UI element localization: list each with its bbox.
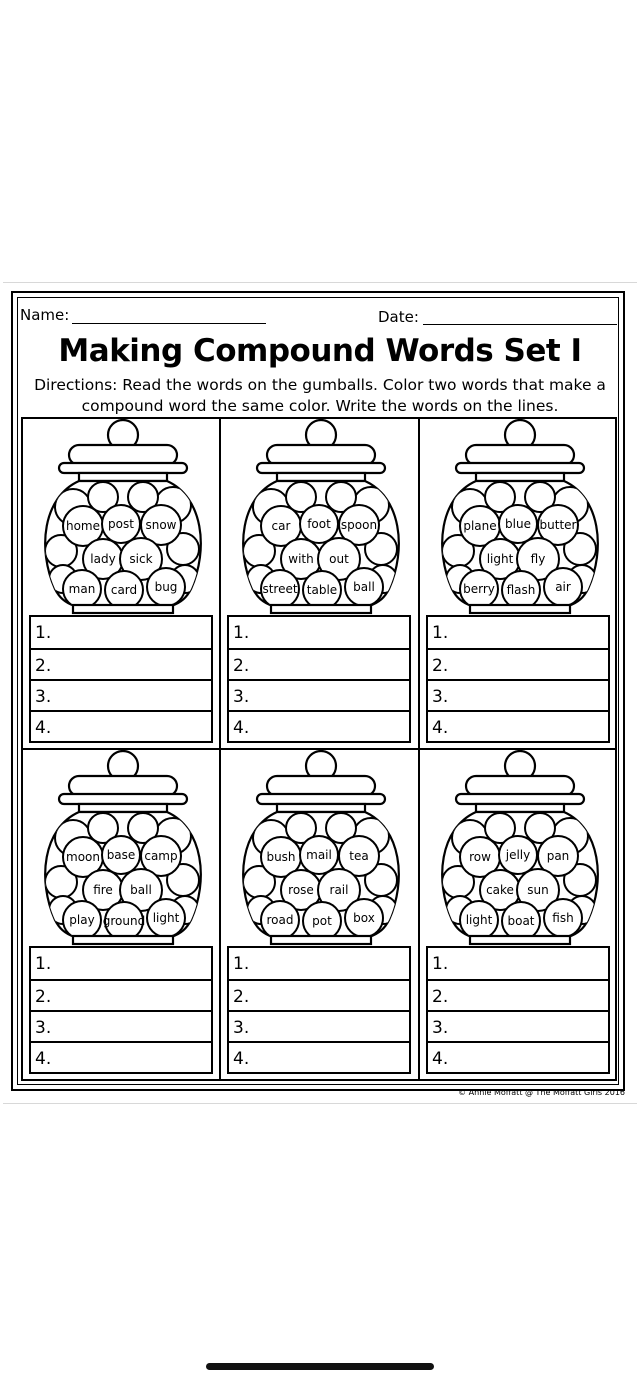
answer-line-number: 1. [233,954,250,974]
answer-line[interactable] [31,617,211,649]
lid-rim [59,463,187,473]
gumball-word: moon [66,850,100,864]
answer-lines [227,615,411,743]
gumball-word: pot [312,914,332,928]
gumball-jar-icon [430,750,610,946]
gumball-word: card [110,583,138,597]
answer-line[interactable] [229,679,409,711]
answer-line-number: 1. [432,623,449,643]
gumball-word: blue [505,517,531,531]
answer-line-number: 2. [233,987,250,1007]
gumball-word: home [65,519,101,533]
jar-neck [476,473,564,481]
gumball-word: ball [353,580,375,594]
jar-neck [79,804,167,812]
gumball-word: bug [154,580,178,594]
jar-base [271,936,371,944]
answer-lines [426,615,610,743]
date-line[interactable] [423,324,617,325]
gumball-word: bush [266,850,296,864]
answer-line[interactable] [428,617,608,649]
jar-cell [420,419,618,749]
gumball-word: spoon [340,518,378,532]
answer-line[interactable] [31,1041,211,1073]
answer-line[interactable] [428,710,608,742]
answer-line-number: 4. [35,1049,52,1069]
gumball-word: butter [539,518,577,532]
gumball-word: light [486,552,514,566]
answer-line-number: 1. [432,954,449,974]
answer-line-number: 4. [35,718,52,738]
gumball-word: box [353,911,375,925]
answer-line-number: 1. [35,954,52,974]
gumball-word: snow [145,518,177,532]
jar-grid [21,417,617,1081]
top-blank-area [0,0,640,282]
answer-line[interactable] [229,979,409,1011]
jar-neck [277,804,365,812]
answer-lines [426,946,610,1074]
gumball-word: rose [288,883,314,897]
copyright-text: © Annie Moffatt @ The Moffatt Girls 2016 [458,1088,625,1097]
answer-line[interactable] [31,1010,211,1042]
answer-line-number: 1. [35,623,52,643]
answer-line[interactable] [229,948,409,980]
gumball-jar-icon [33,750,213,946]
gumball-word: man [68,582,96,596]
answer-line-number: 2. [35,987,52,1007]
answer-line-number: 4. [233,718,250,738]
home-indicator[interactable] [206,1363,434,1370]
lid-rim [257,794,385,804]
answer-line[interactable] [31,648,211,680]
answer-line-number: 3. [432,1018,449,1038]
jar-cell [221,750,419,1080]
name-line[interactable] [72,323,266,324]
jar-cell [23,750,221,1080]
jar-neck [277,473,365,481]
page-title: Making Compound Words Set I [58,333,582,369]
gumball-jar-icon [231,750,411,946]
answer-line-number: 2. [432,656,449,676]
answer-line-number: 3. [233,1018,250,1038]
gumball-word: lady [90,552,116,566]
gumball-word: row [469,850,491,864]
answer-line[interactable] [229,648,409,680]
gumball-word: rail [329,883,349,897]
gumball-word: boat [507,914,535,928]
gumball-word: foot [307,517,331,531]
answer-line-number: 4. [233,1049,250,1069]
gumball-word: light [152,911,180,925]
gumball-word: street [262,582,298,596]
gumball-word: jelly [505,848,531,862]
gumball-word: fish [552,911,574,925]
answer-line-number: 4. [432,1049,449,1069]
answer-line[interactable] [229,710,409,742]
lid-rim [456,794,584,804]
gumball-word: table [306,583,338,597]
gumball-word: berry [463,582,495,596]
gumball-word: tea [349,849,369,863]
jar-neck [79,473,167,481]
gumball-word: car [271,519,291,533]
answer-line[interactable] [229,1010,409,1042]
gumball-jar-icon [231,419,411,615]
jar-base [73,936,173,944]
answer-line-number: 2. [35,656,52,676]
answer-line[interactable] [428,979,608,1011]
answer-line[interactable] [31,979,211,1011]
gumball-word: sick [129,552,153,566]
gumball-word: light [465,913,493,927]
gumball-word: ground [102,914,146,928]
answer-line[interactable] [31,948,211,980]
gumball-word: road [266,913,294,927]
answer-line[interactable] [428,648,608,680]
answer-line[interactable] [428,1041,608,1073]
gumball-word: out [329,552,349,566]
gumball-word: ball [130,883,152,897]
gumball-word: post [108,517,134,531]
answer-line-number: 3. [432,687,449,707]
answer-lines [29,615,213,743]
answer-lines [227,946,411,1074]
jar-neck [476,804,564,812]
gumball-word: fire [93,883,113,897]
answer-line[interactable] [428,679,608,711]
gumball-word: play [69,913,95,927]
answer-line-number: 3. [233,687,250,707]
jar-cell [221,419,419,749]
jar-base [470,605,570,613]
gumball-word: flash [506,583,536,597]
answer-line-number: 3. [35,1018,52,1038]
lid-rim [456,463,584,473]
lid-rim [257,463,385,473]
gumball-word: camp [144,849,178,863]
answer-line[interactable] [428,948,608,980]
gumball-word: with [288,552,314,566]
answer-line[interactable] [428,1010,608,1042]
answer-line[interactable] [31,679,211,711]
jar-cell [420,750,618,1080]
gumball-word: base [106,848,136,862]
gumball-jar-icon [430,419,610,615]
jar-base [271,605,371,613]
answer-line[interactable] [229,1041,409,1073]
gumball-word: plane [463,519,497,533]
answer-line[interactable] [229,617,409,649]
answer-line-number: 2. [432,987,449,1007]
gumball-word: air [555,580,571,594]
gumball-jar-icon [33,419,213,615]
answer-line-number: 3. [35,687,52,707]
date-label: Date: [378,308,419,326]
gumball-word: cake [486,883,514,897]
answer-line-number: 4. [432,718,449,738]
gumball-word: fly [530,552,546,566]
answer-line[interactable] [31,710,211,742]
lid-rim [59,794,187,804]
answer-line-number: 1. [233,623,250,643]
name-label: Name: [20,306,70,324]
directions-text: Directions: Read the words on the gumballs. Color two words that make a compound word the same color. Write the words on the lines. [34,376,606,415]
answer-line-number: 2. [233,656,250,676]
gumball-word: sun [527,883,549,897]
jar-base [470,936,570,944]
answer-lines [29,946,213,1074]
gumball-word: pan [546,849,570,863]
gumball-word: mail [306,848,332,862]
jar-cell [23,419,221,749]
jar-base [73,605,173,613]
worksheet-page [3,282,637,1104]
